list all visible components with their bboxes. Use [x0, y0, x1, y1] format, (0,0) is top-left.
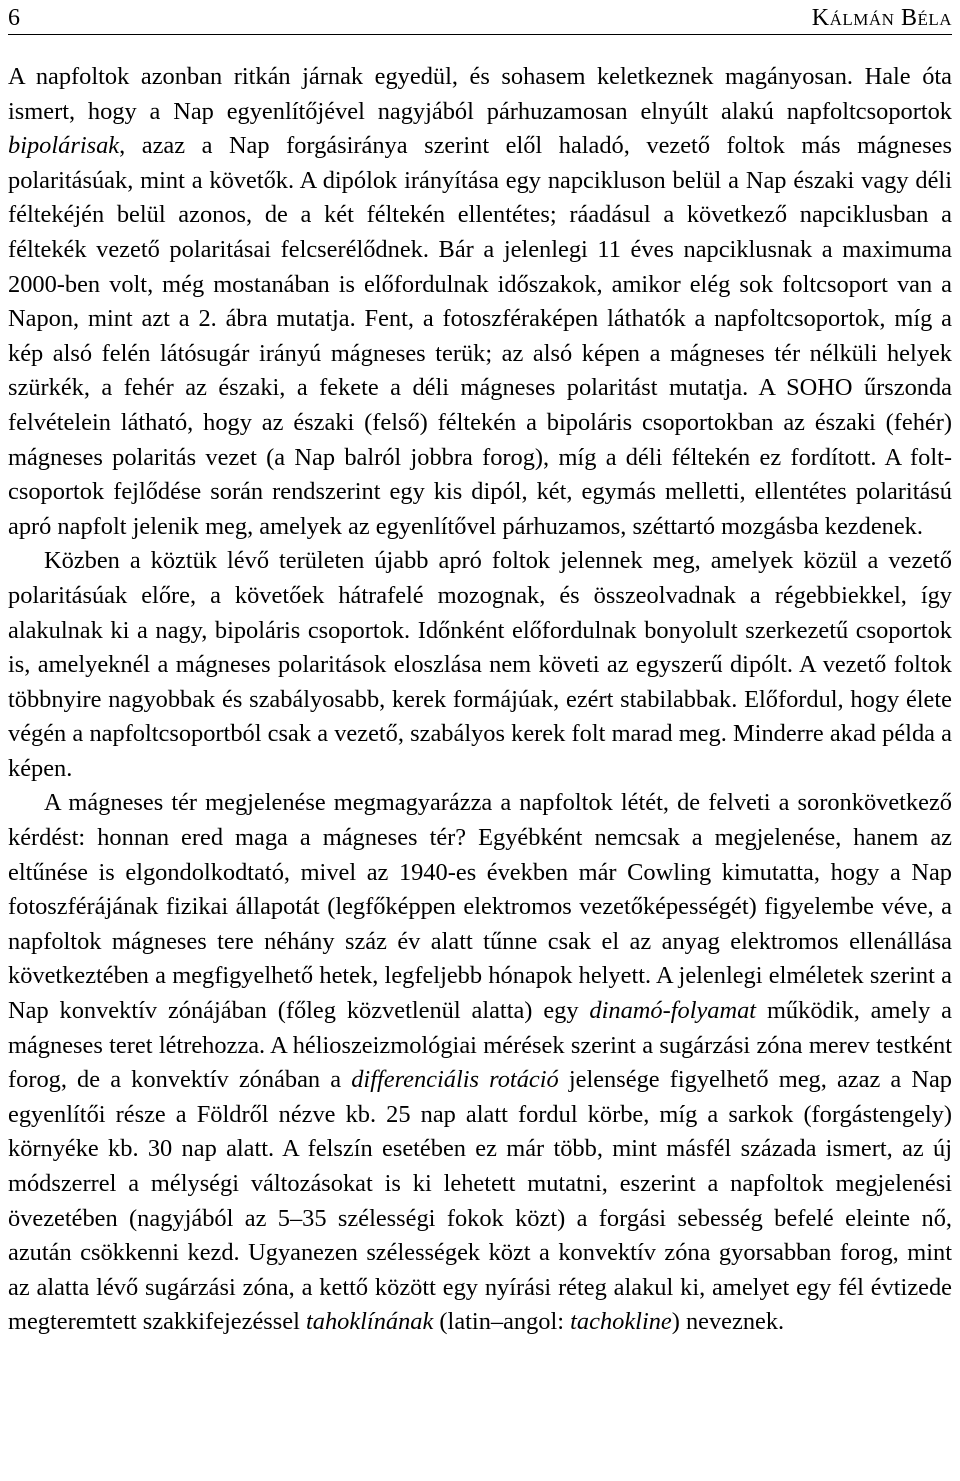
text-run: (latin–angol: [433, 1308, 571, 1336]
header-rule [8, 34, 952, 35]
text-run: , azaz a Nap forgásiránya szerint elől haladó, vezető foltok más mágneses polaritásúak, mint a követők. A dipólok irányítása egy napcikluson belül a Nap északi vagy déli féltekéjén belül azonos, de a két féltekén ellentétes; ráadásul a következő napciklusban a féltekék vezető polaritásai felcserélődnek. Bár a jelenlegi 11 éves napciklusnak a maximuma 2000-ben volt, még mostanában is előfordulnak időszakok, amikor elég sok foltcsoport van a Napon, mint azt a 2. ábra mutatja. Fent, a fotoszféraképen láthatók a napfoltcsoportok, míg a kép alsó felén látósugár irányú mágneses terük; az alsó képen a mágneses tér nélküli helyek szürkék, a fehér az északi, a fekete a déli mágneses polaritást mutatja. A SOHO űrszonda felvételein látható, hogy az északi (felső) féltekén a bipoláris csoportokban az északi (fehér) mágneses polaritás vezet (a Nap balról jobbra forog), míg a déli féltekén ez fordított. A folt-csoportok fejlődése során rendszerint egy kis dipól, két, egymás melletti, ellentétes polaritású apró napfolt jelenik meg, amelyek az egyenlítővel párhuzamos, széttartó mozgásba kezdenek. [8, 132, 952, 540]
paragraph [8, 60, 952, 544]
text-run: A napfoltok azonban ritkán járnak egyedül, és sohasem keletkeznek magányosan. Hale óta ismert, hogy a Nap egyenlítőjével nagyjából párhuzamosan elnyúlt alakú napfoltcsoportok [8, 63, 952, 125]
paragraph [8, 544, 952, 786]
italic-term: dinamó-folyamat [589, 997, 757, 1025]
italic-term: differenciális rotáció [351, 1066, 559, 1094]
text-run: ) neveznek. [671, 1308, 785, 1336]
italic-term: tachokline [570, 1308, 672, 1336]
paragraph [8, 786, 952, 1340]
text-run: A mágneses tér megjelenése megmagyarázza a napfoltok létét, de felveti a soronkövetkező kérdést: honnan ered maga a mágneses tér? Egyébként nemcsak a megjelenése, hanem az eltűnése is elgondolkodtató, mivel az 1940-es években már Cowling kimutatta, hogy a Nap fotoszférájának fizikai állapotát (legfőképpen elektromos vezetőképességét) figyelembe véve, a napfoltok mágneses tere néhány száz év alatt tűnne csak el az anyag elektromos ellenállása következtében a megfigyelhető hetek, legfeljebb hónapok helyett. A jelenlegi elméletek szerint a Nap konvektív zónájában (főleg közvetlenül alatta) egy [8, 789, 952, 1025]
page-header [8, 4, 952, 32]
text-run: Közben a köztük lévő területen újabb apró foltok jelennek meg, amelyek közül a vezető polaritásúak előre, a követőek hátrafelé mozognak, és összeolvadnak a régebbiekkel, így alakulnak ki a nagy, bipoláris csoportok. Időnként előfordulnak bonyolult szerkezetű csoportok is, amelyeknél a mágneses polaritások eloszlása nem követi az egyszerű dipólt. A vezető foltok többnyire nagyobbak és szabályosabb, kerek formájúak, ezért stabilabbak. Előfordul, hogy élete végén a napfoltcsoportból csak a vezető, szabályos kerek folt marad meg. Minderre akad példa a képen. [8, 547, 952, 782]
text-run: működik, amely a mágneses teret létrehozza. A hélioszeizmológiai mérések szerint a sugárzási zóna merev testként forog, de a konvektív zónában a [8, 997, 952, 1094]
body-text [8, 60, 952, 1340]
running-head-author: Kálmán Béla [811, 5, 952, 31]
italic-term: tahoklínának [305, 1308, 434, 1336]
italic-term: bipolárisak [8, 132, 120, 160]
text-run: jelensége figyelhető meg, azaz a Nap egyenlítői része a Földről nézve kb. 25 nap alatt fordul körbe, míg a sarkok (forgástengely) környéke kb. 30 nap alatt. A felszín esetében ez már több, mint másfél százada ismert, az új módszerrel a mélységi változásokat is ki lehetett mutatni, eszerint a napfoltok megjelenési övezetében (nagyjából az 5–35 szélességi fokok közt) a forgási sebesség befelé eleinte nő, azután csökkenni kezd. Ugyanezen szélességek közt a konvektív zóna gyorsabban forog, mint az alatta lévő sugárzási zóna, a kettő között egy nyírási réteg alakul ki, amelyet egy fél évtizede megteremtett szakkifejezéssel [8, 1066, 952, 1336]
page-number: 6 [8, 5, 20, 31]
